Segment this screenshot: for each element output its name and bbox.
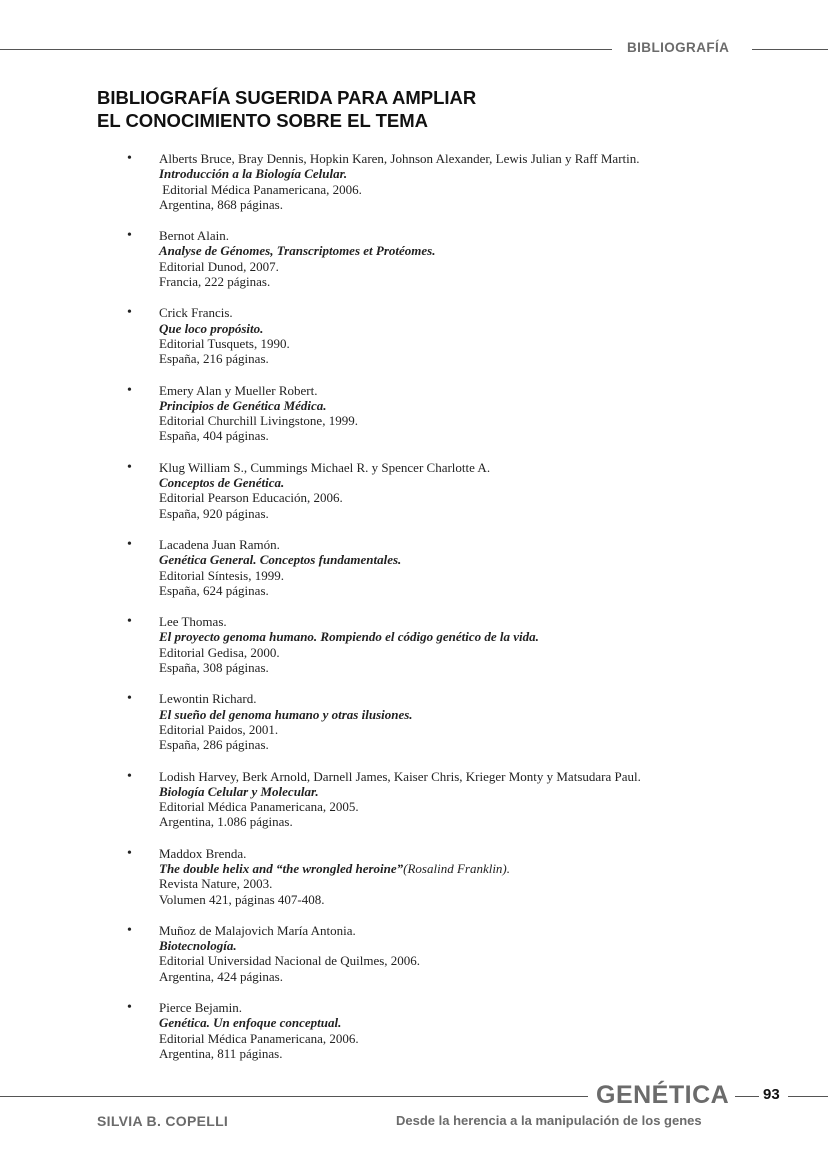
- entry-publisher: Editorial Dunod, 2007.: [159, 258, 279, 274]
- entry-title: Introducción a la Biología Celular.: [159, 166, 348, 182]
- bibliography-entry: [0, 923, 828, 1000]
- bibliography-entry: [0, 383, 828, 460]
- entry-text: [159, 1000, 759, 1061]
- entry-authors: Crick Francis.: [159, 305, 233, 321]
- entry-place: España, 920 páginas.: [159, 505, 269, 521]
- page-number: 93: [763, 1086, 780, 1103]
- entry-place: España, 404 páginas.: [159, 428, 269, 444]
- bibliography-entry: [0, 846, 828, 923]
- entry-publisher: Editorial Pearson Educación, 2006.: [159, 490, 343, 506]
- entry-title: El proyecto genoma humano. Rompiendo el código genético de la vida.: [159, 629, 539, 645]
- entry-publisher: Editorial Gedisa, 2000.: [159, 644, 280, 660]
- footer-rule-left: [0, 1096, 588, 1097]
- entry-authors: Lodish Harvey, Berk Arnold, Darnell James, Kaiser Chris, Krieger Monty y Matsudara Paul.: [159, 768, 641, 784]
- bullet-icon: •: [127, 1000, 132, 1016]
- bibliography-entry: [0, 460, 828, 537]
- entry-authors: Lewontin Richard.: [159, 691, 257, 707]
- footer-author: SILVIA B. COPELLI: [97, 1113, 229, 1129]
- entry-title: Que loco propósito.: [159, 320, 264, 336]
- entry-title: The double helix and “the wrongled heroine”: [159, 860, 404, 876]
- entry-title-line: [159, 861, 759, 876]
- entry-authors: Pierce Bejamin.: [159, 1000, 243, 1016]
- entry-title: Genética. Un enfoque conceptual.: [159, 1015, 342, 1031]
- entry-publisher: Editorial Universidad Nacional de Quilmes, 2006.: [159, 953, 421, 969]
- entry-text: [159, 305, 759, 366]
- entry-title: Principios de Genética Médica.: [159, 397, 327, 413]
- footer-rule-middle: [735, 1096, 759, 1097]
- bullet-icon: •: [127, 459, 132, 475]
- bullet-icon: •: [127, 305, 132, 321]
- bullet-icon: •: [127, 922, 132, 938]
- entry-publisher: Revista Nature, 2003.: [159, 876, 273, 892]
- entry-title: Biotecnología.: [159, 938, 237, 954]
- entry-text: [159, 228, 759, 289]
- entry-place: España, 624 páginas.: [159, 582, 269, 598]
- bibliography-entry: [0, 614, 828, 691]
- bullet-icon: •: [127, 536, 132, 552]
- entry-place: Argentina, 811 páginas.: [159, 1045, 283, 1061]
- bibliography-entry: [0, 305, 828, 382]
- book-title: GENÉTICA: [596, 1081, 730, 1109]
- entry-authors: Emery Alan y Mueller Robert.: [159, 382, 318, 398]
- bibliography-entry: [0, 769, 828, 846]
- entry-place: Argentina, 1.086 páginas.: [159, 814, 293, 830]
- entry-place: Francia, 222 páginas.: [159, 274, 271, 290]
- entry-authors: Alberts Bruce, Bray Dennis, Hopkin Karen, Johnson Alexander, Lewis Julian y Raff Martin.: [159, 151, 640, 166]
- entry-authors: Maddox Brenda.: [159, 845, 247, 861]
- entry-text: [159, 923, 759, 984]
- bullet-icon: •: [127, 382, 132, 398]
- page-title: [97, 86, 597, 132]
- page-title-line-2: EL CONOCIMIENTO SOBRE EL TEMA: [97, 110, 428, 131]
- entry-text: [159, 151, 759, 212]
- entry-title: Conceptos de Genética.: [159, 475, 285, 491]
- entry-place: Argentina, 868 páginas.: [159, 196, 283, 212]
- bullet-icon: •: [127, 614, 132, 630]
- entry-text: [159, 537, 759, 598]
- bullet-icon: •: [127, 768, 132, 784]
- footer-rule-right: [788, 1096, 828, 1097]
- entry-text: [159, 460, 759, 521]
- bullet-icon: •: [127, 691, 132, 707]
- entry-authors: Lee Thomas.: [159, 614, 227, 630]
- entry-publisher: Editorial Médica Panamericana, 2005.: [159, 799, 359, 815]
- entry-authors: Klug William S., Cummings Michael R. y Spencer Charlotte A.: [159, 459, 491, 475]
- footer-subtitle: Desde la herencia a la manipulación de los genes: [396, 1113, 702, 1128]
- header-rule-left: [0, 49, 612, 50]
- bibliography-entry: [0, 537, 828, 614]
- bullet-icon: •: [127, 228, 132, 244]
- entry-title: El sueño del genoma humano y otras ilusiones.: [159, 706, 413, 722]
- entry-publisher: Editorial Tusquets, 1990.: [159, 335, 290, 351]
- entry-title: Genética General. Conceptos fundamentales.: [159, 552, 402, 568]
- bibliography-entry: [0, 228, 828, 305]
- entry-authors: Lacadena Juan Ramón.: [159, 536, 280, 552]
- entry-publisher: Editorial Médica Panamericana, 2006.: [159, 1030, 359, 1046]
- entry-publisher: Editorial Churchill Livingstone, 1999.: [159, 413, 358, 429]
- bullet-icon: •: [127, 151, 132, 166]
- bibliography-entry: [0, 1000, 828, 1077]
- entry-publisher: Editorial Síntesis, 1999.: [159, 567, 284, 583]
- entry-publisher: Editorial Médica Panamericana, 2006.: [159, 181, 362, 197]
- bibliography-entry: [0, 691, 828, 768]
- section-header: BIBLIOGRAFÍA: [627, 40, 730, 55]
- header-rule-right: [752, 49, 828, 50]
- entry-publisher: Editorial Paidos, 2001.: [159, 721, 279, 737]
- entry-authors: Muñoz de Malajovich María Antonia.: [159, 922, 356, 938]
- entry-title: Analyse de Génomes, Transcriptomes et Protéomes.: [159, 243, 436, 259]
- entry-title-suffix: (Rosalind Franklin).: [403, 860, 511, 876]
- entry-authors: Bernot Alain.: [159, 228, 230, 244]
- entry-title: Biología Celular y Molecular.: [159, 783, 319, 799]
- entry-text: [159, 383, 759, 444]
- entry-text: [159, 846, 759, 907]
- entry-text: [159, 769, 759, 830]
- bibliography-list: [0, 151, 828, 1077]
- bullet-icon: •: [127, 845, 132, 861]
- entry-place: Argentina, 424 páginas.: [159, 968, 283, 984]
- entry-text: [159, 691, 759, 752]
- page-title-line-1: BIBLIOGRAFÍA SUGERIDA PARA AMPLIAR: [97, 87, 477, 108]
- entry-place: España, 308 páginas.: [159, 660, 269, 676]
- entry-place: España, 286 páginas.: [159, 737, 269, 753]
- entry-place: Volumen 421, páginas 407-408.: [159, 891, 325, 907]
- bibliography-entry: [0, 151, 828, 228]
- entry-place: España, 216 páginas.: [159, 351, 269, 367]
- entry-text: [159, 614, 759, 675]
